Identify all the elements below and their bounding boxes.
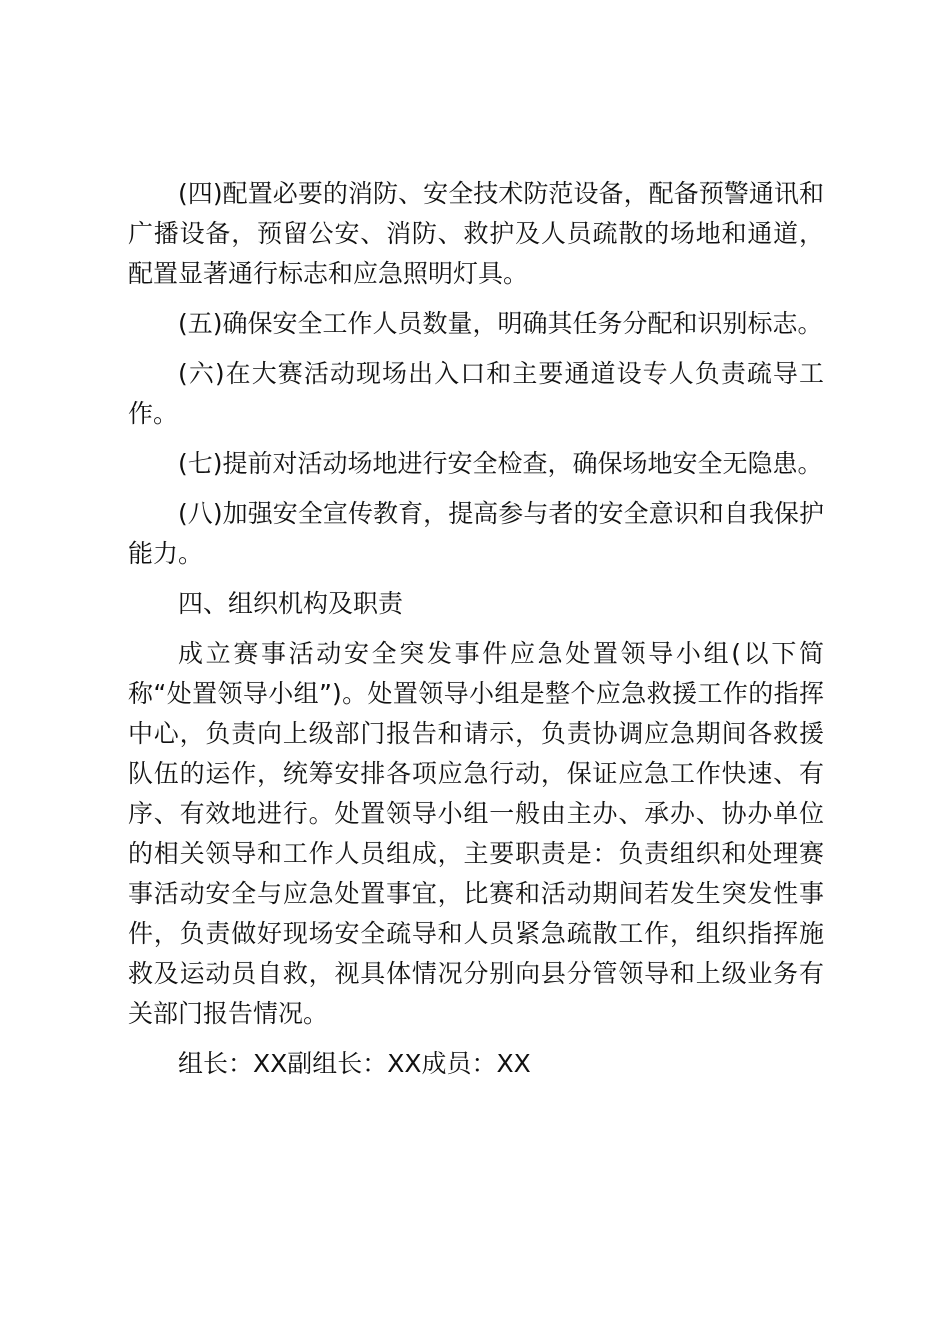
- paragraph-item-8: (八)加强安全宣传教育，提高参与者的安全意识和自我保护能力。: [128, 499, 824, 568]
- document-body: [128, 174, 824, 1094]
- paragraph-item-6: (六)在大赛活动现场出入口和主要通道设专人负责疏导工作。: [128, 359, 824, 428]
- paragraph-item-4: (四)配置必要的消防、安全技术防范设备，配备预警通讯和广播设备，预留公安、消防、救护及人员疏散的场地和通道，配置显著通行标志和应急照明灯具。: [128, 179, 824, 288]
- members-line: 组长：XX副组长：XX成员：XX: [178, 1049, 531, 1078]
- section-heading: 四、组织机构及职责: [178, 589, 404, 618]
- paragraph-item-7: (七)提前对活动场地进行安全检查，确保场地安全无隐患。: [178, 449, 823, 478]
- paragraph-item-5: (五)确保安全工作人员数量，明确其任务分配和识别标志。: [178, 309, 823, 338]
- section-body-paragraph: 成立赛事活动安全突发事件应急处置领导小组(以下简称“处置领导小组”)。处置领导小组是整个应急救援工作的指挥中心，负责向上级部门报告和请示，负责协调应急期间各救援队伍的运作，统筹安排各项应急行动，保证应急工作快速、有序、有效地进行。处置领导小组一般由主办、承办、协办单位的相关领导和工作人员组成，主要职责是：负责组织和处理赛事活动安全与应急处置事宜，比赛和活动期间若发生突发性事件，负责做好现场安全疏导和人员紧急疏散工作，组织指挥施救及运动员自救，视具体情况分别向县分管领导和上级业务有关部门报告情况。: [128, 639, 824, 1028]
